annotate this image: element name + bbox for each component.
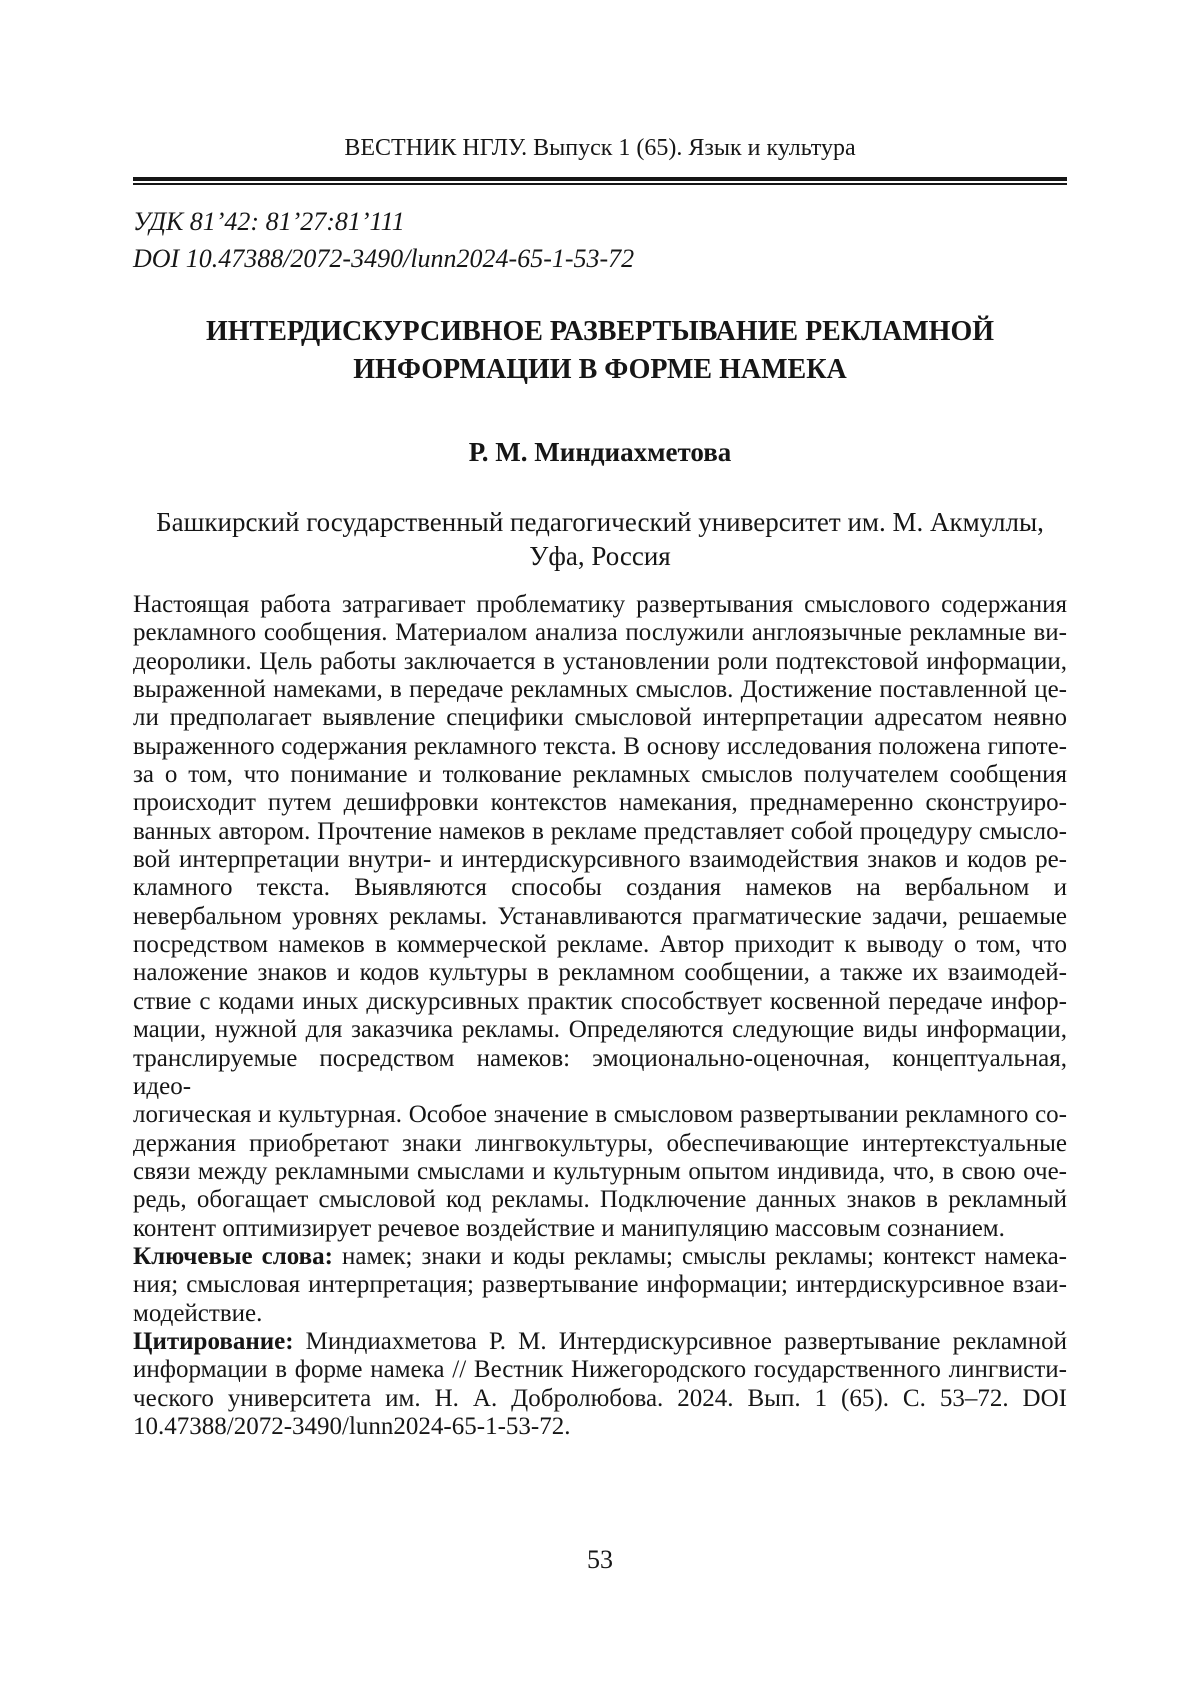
abstract-line: за о том, что понимание и толкование рекламных смыслов получателем сообщения [133,761,1067,789]
abstract-line: посредством намеков в коммерческой рекламе. Автор приходит к выводу о том, что [133,931,1067,959]
header-rule [133,177,1067,185]
abstract-line: наложение знаков и кодов культуры в рекламном сообщении, а также их взаимодей- [133,959,1067,987]
abstract-line: деоролики. Цель работы заключается в установлении роли подтекстовой информации, [133,647,1067,675]
article-title-line-2: ИНФОРМАЦИИ В ФОРМЕ НАМЕКА [353,354,847,385]
keywords-label: Ключевые слова: [133,1242,333,1270]
affiliation [133,505,1067,573]
keywords-line: Ключевые слова: намек; знаки и коды рекламы; смыслы рекламы; контекст намека- [133,1242,1067,1270]
abstract-line: ствие с кодами иных дискурсивных практик способствует косвенной передаче инфор- [133,987,1067,1015]
abstract-line: Настоящая работа затрагивает проблематику развертывания смыслового содержания [133,591,1067,618]
citation-line: Цитирование: Миндиахметова Р. М. Интердискурсивное развертывание рекламной [133,1327,1067,1355]
doi-line: DOI 10.47388/2072-3490/lunn2024-65-1-53-72 [133,244,635,273]
keywords-line: модействие. [133,1299,263,1327]
keywords-line: ния; смысловая интерпретация; развертывание информации; интердискурсивное взаи- [133,1271,1067,1299]
abstract-line: транслируемые посредством намеков: эмоционально-оценочная, концептуальная, идео- [133,1044,1067,1100]
abstract-line: логическая и культурная. Особое значение в смысловом развертывании рекламного со- [133,1101,1067,1129]
abstract-line: происходит путем дешифровки контекстов намекания, преднамеренно сконструиро- [133,789,1067,817]
affiliation-line-1: Башкирский государственный педагогический университет им. М. Акмуллы, [156,507,1044,537]
citation-line: информации в форме намека // Вестник Нижегородского государственного лингвисти- [133,1356,1067,1384]
udk-line: УДК 81’42: 81’27:81’111 [133,207,405,236]
abstract-line: выраженной намеками, в передаче рекламных смыслов. Достижение поставленной це- [133,676,1067,704]
abstract-line: кламного текста. Выявляются способы создания намеков на вербальном и [133,874,1067,902]
abstract-line: мации, нужной для заказчика рекламы. Определяются следующие виды информации, [133,1016,1067,1044]
abstract-line: вой интерпретации внутри- и интердискурсивного взаимодействия знаков и кодов ре- [133,846,1067,874]
abstract-line: держания приобретают знаки лингвокультуры, обеспечивающие интертекстуальные [133,1129,1067,1157]
article-title-line-1: ИНТЕРДИСКУРСИВНОЕ РАЗВЕРТЫВАНИЕ РЕКЛАМНОЙ [205,316,995,347]
page-number: 53 [587,1545,613,1574]
article-meta [133,203,1067,277]
abstract-line: невербальном уровнях рекламы. Устанавливаются прагматические задачи, решаемые [133,902,1067,930]
affiliation-line-2: Уфа, Россия [529,541,671,571]
citation-line: ческого университета им. Н. А. Добролюбова. 2024. Вып. 1 (65). С. 53–72. DOI [133,1384,1067,1412]
body-block [133,591,1067,1441]
article-title [133,313,1067,389]
author-name: Р. М. Миндиахметова [468,437,732,467]
abstract-line: ванных автором. Прочтение намеков в рекламе представляет собой процедуру смысло- [133,817,1067,845]
abstract-line: контент оптимизирует речевое воздействие и манипуляцию массовым сознанием. [133,1214,1005,1242]
abstract-line: выраженного содержания рекламного текста. В основу исследования положена гипоте- [133,732,1067,760]
citation-line: 10.47388/2072-3490/lunn2024-65-1-53-72. [133,1412,571,1440]
abstract-line: рекламного сообщения. Материалом анализа послужили англоязычные рекламные ви- [133,619,1067,647]
abstract-line: ли предполагает выявление специфики смысловой интерпретации адресатом неявно [133,704,1067,732]
content-column [133,0,1067,1441]
running-header: ВЕСТНИК НГЛУ. Выпуск 1 (65). Язык и культура [344,135,856,161]
abstract-line: связи между рекламными смыслами и культурным опытом индивида, что, в свою оче- [133,1157,1067,1185]
abstract-line: редь, обогащает смысловой код рекламы. Подключение данных знаков в рекламный [133,1186,1067,1214]
citation-label: Цитирование: [133,1327,294,1355]
